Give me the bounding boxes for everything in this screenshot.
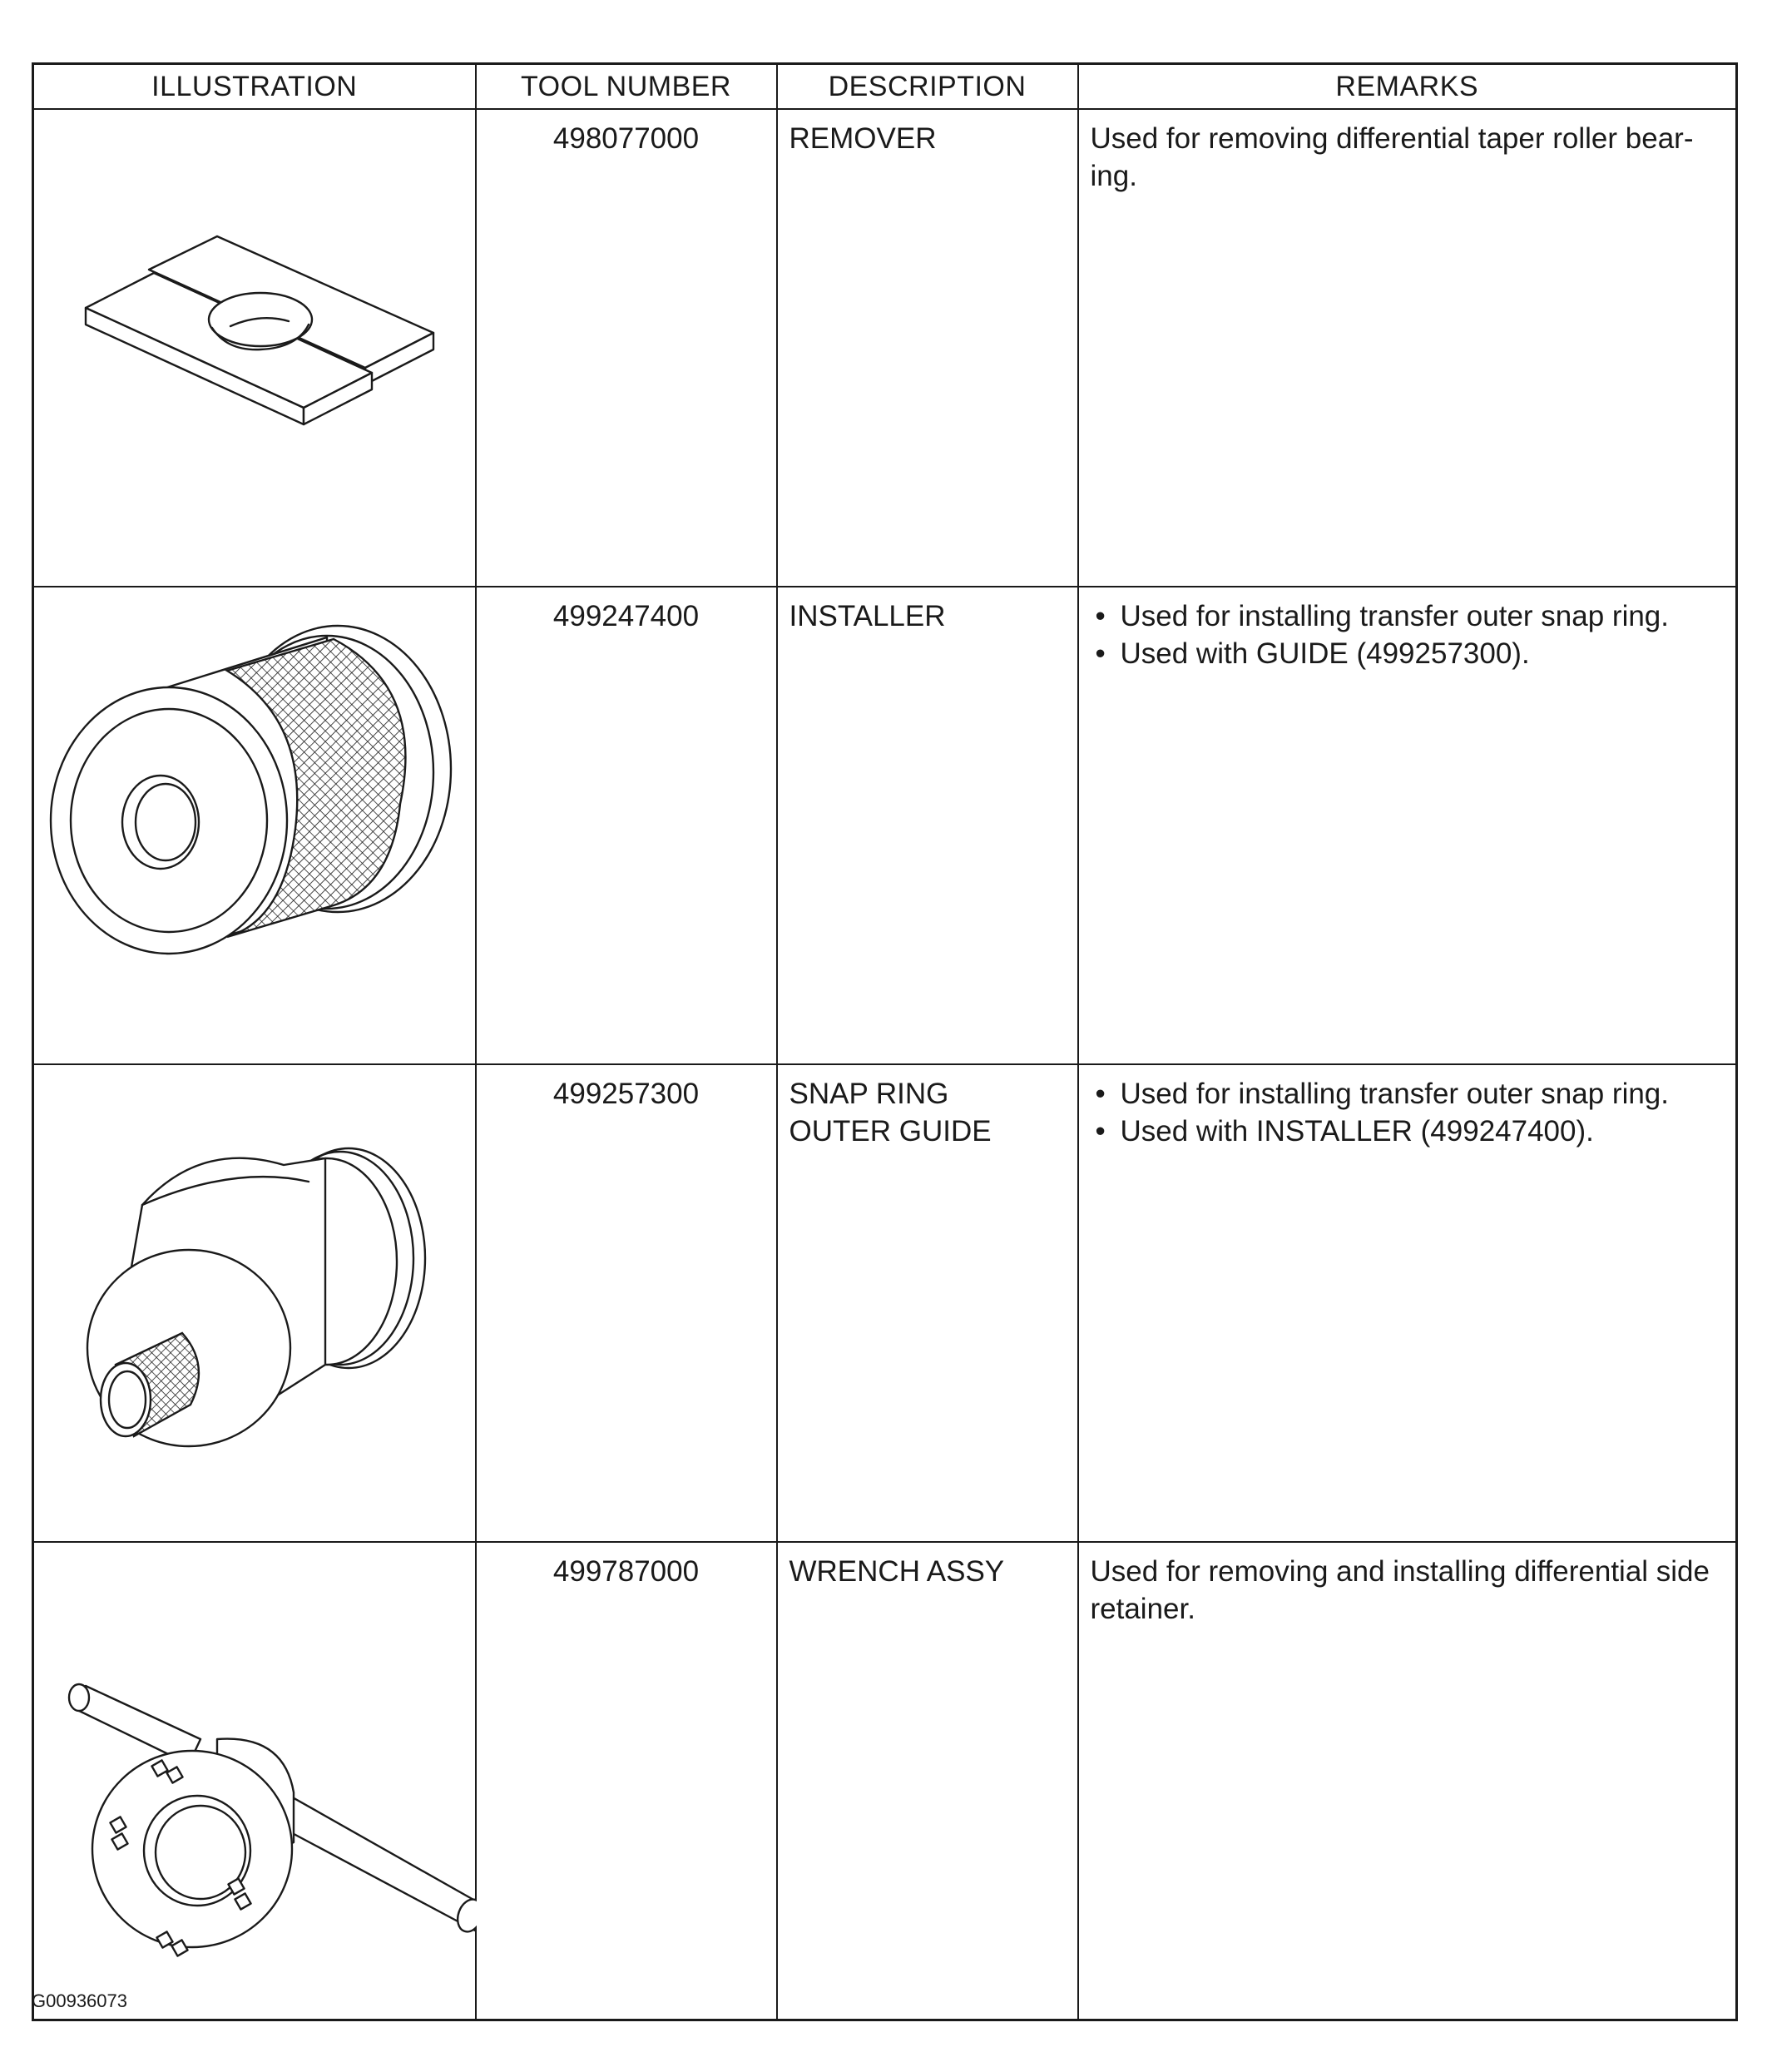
tool-number-cell: 499247400 bbox=[476, 587, 777, 1064]
remarks-cell bbox=[1078, 587, 1737, 1064]
remarks-line: ing. bbox=[1090, 160, 1137, 192]
remover-plate-icon bbox=[34, 110, 477, 576]
description-cell bbox=[777, 1064, 1078, 1542]
description-line: OUTER GUIDE bbox=[789, 1115, 992, 1148]
header-remarks: REMARKS bbox=[1078, 64, 1737, 110]
tool-number-cell: 498077000 bbox=[476, 109, 777, 587]
remarks-bullet: • Used for installing transfer outer snap ring. bbox=[1091, 1075, 1723, 1113]
header-description: DESCRIPTION bbox=[777, 64, 1078, 110]
remarks-cell bbox=[1078, 1064, 1737, 1542]
description-cell bbox=[777, 1542, 1078, 2020]
description-line: SNAP RING bbox=[789, 1078, 949, 1110]
wrench-assy-icon bbox=[34, 1543, 477, 2009]
remarks-bullet-list bbox=[1091, 597, 1723, 672]
remarks-cell bbox=[1078, 1542, 1737, 2020]
table-header-row bbox=[33, 64, 1737, 110]
table-row bbox=[33, 1542, 1737, 2020]
remarks-bullet: • Used with INSTALLER (499247400). bbox=[1091, 1113, 1723, 1150]
tool-number-cell: 499257300 bbox=[476, 1064, 777, 1542]
figure-id: G00936073 bbox=[32, 1990, 127, 2011]
illustration-cell bbox=[33, 1542, 476, 2020]
table-row bbox=[33, 109, 1737, 587]
description-cell bbox=[777, 587, 1078, 1064]
remarks-bullet: • Used with GUIDE (499257300). bbox=[1091, 635, 1723, 672]
remarks-bullet: • Used for installing transfer outer snap ring. bbox=[1091, 597, 1723, 635]
remarks-bullet-list bbox=[1091, 1075, 1723, 1150]
table-row bbox=[33, 587, 1737, 1064]
installer-knurled-cylinder-icon bbox=[34, 587, 477, 1053]
remarks-cell bbox=[1078, 109, 1737, 587]
description-line: INSTALLER bbox=[789, 600, 946, 632]
remarks-line: Used for removing differential taper roller bear- bbox=[1090, 122, 1694, 155]
header-illustration: ILLUSTRATION bbox=[33, 64, 476, 110]
table-row bbox=[33, 1064, 1737, 1542]
remarks-line: Used for removing and installing differential side bbox=[1090, 1555, 1710, 1588]
special-tools-sheet bbox=[32, 62, 1735, 1973]
description-cell bbox=[777, 109, 1078, 587]
description-line: WRENCH ASSY bbox=[789, 1555, 1005, 1588]
illustration-cell bbox=[33, 1064, 476, 1542]
snap-ring-guide-icon bbox=[34, 1065, 477, 1531]
illustration-cell bbox=[33, 109, 476, 587]
tool-number-cell: 499787000 bbox=[476, 1542, 777, 2020]
illustration-cell bbox=[33, 587, 476, 1064]
description-line: REMOVER bbox=[789, 122, 937, 155]
remarks-line: retainer. bbox=[1090, 1593, 1195, 1625]
special-tools-table bbox=[32, 62, 1738, 2021]
header-tool-number: TOOL NUMBER bbox=[476, 64, 777, 110]
